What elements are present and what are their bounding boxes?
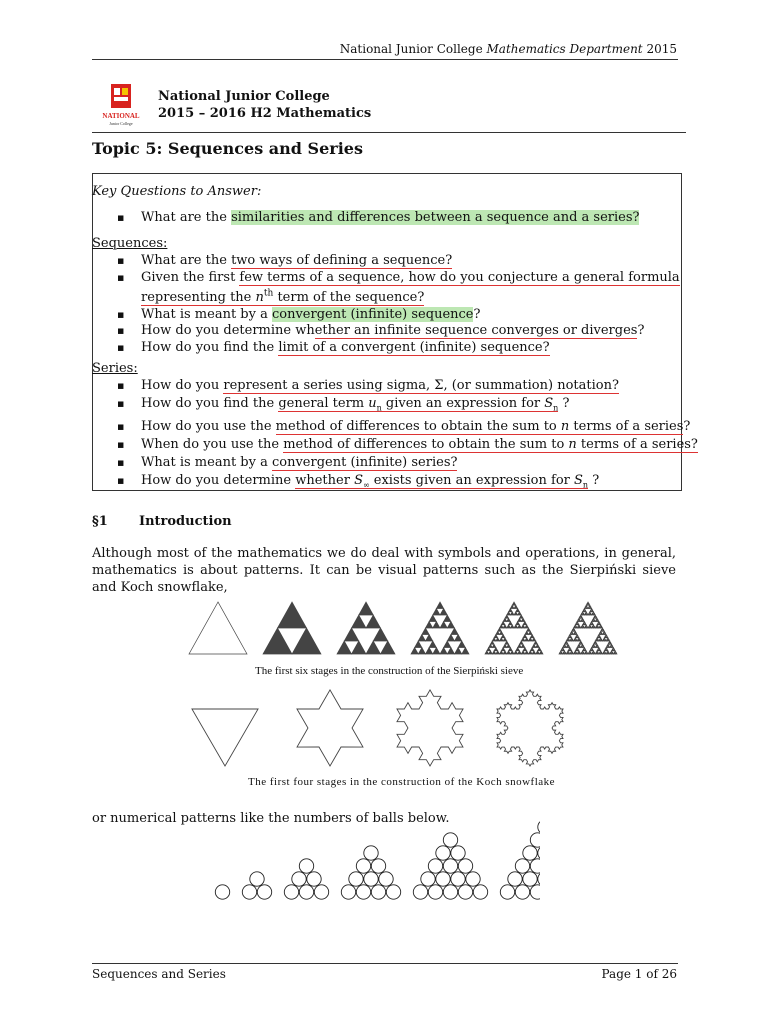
ball <box>443 885 457 899</box>
list-item: ▪ How do you represent a series using sigma, Σ, (or summation) notation? <box>117 377 698 395</box>
ball <box>530 833 540 847</box>
ball <box>364 872 378 886</box>
ball <box>428 859 442 873</box>
ball-triangle <box>242 872 271 899</box>
ball <box>473 885 487 899</box>
ball <box>299 885 313 899</box>
ball <box>307 872 321 886</box>
page-number: Page 1 of 26 <box>601 967 677 981</box>
ball <box>292 872 306 886</box>
logo-sub: Junior College <box>109 121 133 126</box>
series-list <box>117 377 698 494</box>
ball <box>458 859 472 873</box>
series-label: Series: <box>92 361 138 376</box>
koch-stage <box>397 690 463 766</box>
sierpinski-figure <box>185 598 625 658</box>
koch-stage <box>497 690 563 766</box>
sequences-label: Sequences: <box>92 236 168 251</box>
key-questions-title: Key Questions to Answer: <box>92 184 262 199</box>
ball <box>466 872 480 886</box>
ball <box>242 885 256 899</box>
ball <box>515 859 529 873</box>
ball <box>500 885 514 899</box>
ball <box>250 872 264 886</box>
sierpinski-caption: The first six stages in the construction of the Sierpiński sieve <box>255 665 524 677</box>
section-number: §1 <box>92 514 108 529</box>
balls-paragraph: or numerical patterns like the numbers of balls below. <box>92 811 450 826</box>
ball <box>451 872 465 886</box>
list-item: ▪ Given the first few terms of a sequence, how do you conjecture a general formula <box>117 270 680 287</box>
koch-caption: The first four stages in the construction of the Koch snowflake <box>248 776 556 788</box>
ball-triangle <box>341 846 400 899</box>
ball <box>314 885 328 899</box>
sierpinski-stage <box>189 602 247 654</box>
ball <box>443 833 457 847</box>
ball <box>428 885 442 899</box>
koch-stage <box>192 709 258 766</box>
ball <box>436 846 450 860</box>
sierpinski-stage <box>411 602 469 654</box>
ball <box>530 859 540 873</box>
ball <box>284 885 298 899</box>
ball <box>436 872 450 886</box>
section-title: Introduction <box>139 514 232 529</box>
key-question-main <box>117 210 639 227</box>
title-rule <box>92 132 686 133</box>
topic-title: Topic 5: Sequences and Series <box>92 139 363 158</box>
ball <box>523 846 537 860</box>
logo-brand: NATIONAL <box>102 112 140 120</box>
balls-figure <box>200 820 540 900</box>
ball <box>538 846 540 860</box>
ball-triangle <box>500 820 540 899</box>
sierpinski-stage <box>485 602 543 654</box>
college-name: National Junior College <box>158 89 330 104</box>
ball <box>413 885 427 899</box>
list-item: ▪ How do you find the general term $u_n$ given an expression for $S_n$ ? <box>117 395 698 418</box>
ball <box>421 872 435 886</box>
ball <box>341 885 355 899</box>
list-item: ▪ How do you find the limit of a convergent (infinite) sequence? <box>117 340 680 357</box>
list-item: ▪ What is meant by a convergent (infinite) sequence? <box>117 307 680 324</box>
list-item: ▪ How do you determine whether an infinite sequence converges or diverges? <box>117 323 680 340</box>
ball <box>538 820 540 834</box>
sierpinski-stage <box>263 602 321 654</box>
footer-rule <box>92 963 678 964</box>
ball-triangle <box>215 885 229 899</box>
ball <box>386 885 400 899</box>
ball-triangle <box>284 859 328 899</box>
ball <box>257 885 271 899</box>
ball <box>371 885 385 899</box>
ball <box>349 872 363 886</box>
ball <box>356 859 370 873</box>
ball <box>530 885 540 899</box>
list-item-continuation: representing the $n^{th}$ term of the sequence? <box>141 289 425 306</box>
list-item: ▪ What are the similarities and differences between a sequence and a series? <box>117 210 639 227</box>
sierpinski-stage <box>559 602 617 654</box>
koch-figure <box>185 680 605 775</box>
sierpinski-stage <box>337 602 395 654</box>
list-item: ▪ When do you use the method of differences to obtain the sum to n terms of a series? <box>117 436 698 454</box>
intro-paragraph: Although most of the mathematics we do deal with symbols and operations, in general, mathematics is about patterns. It can be visual patterns such as the Sierpiński sieve and Koch snowflake, <box>92 546 676 595</box>
ball-triangle <box>413 833 487 899</box>
ball <box>508 872 522 886</box>
footer-title: Sequences and Series <box>92 967 226 981</box>
ball <box>215 885 229 899</box>
ball <box>538 872 540 886</box>
course-name: 2015 – 2016 H2 Mathematics <box>158 106 372 121</box>
ball <box>356 885 370 899</box>
list-item: ▪ What are the two ways of defining a sequence? <box>117 253 680 270</box>
college-logo <box>100 84 146 130</box>
ball <box>371 859 385 873</box>
ball <box>451 846 465 860</box>
running-header: National Junior College Mathematics Department 2015 <box>339 42 677 56</box>
ball <box>443 859 457 873</box>
ball <box>458 885 472 899</box>
ball <box>299 859 313 873</box>
list-item: ▪ What is meant by a convergent (infinite) series? <box>117 454 698 472</box>
koch-stage <box>297 690 363 766</box>
header-rule <box>92 59 678 60</box>
list-item: ▪ How do you use the method of differences to obtain the sum to n terms of a series? <box>117 418 698 436</box>
ball <box>379 872 393 886</box>
sequences-list <box>117 253 680 356</box>
list-item: ▪ How do you determine whether $S_\infty$ exists given an expression for $S_n$ ? <box>117 472 698 495</box>
college-block <box>158 88 371 122</box>
ball <box>364 846 378 860</box>
ball <box>515 885 529 899</box>
ball <box>523 872 537 886</box>
